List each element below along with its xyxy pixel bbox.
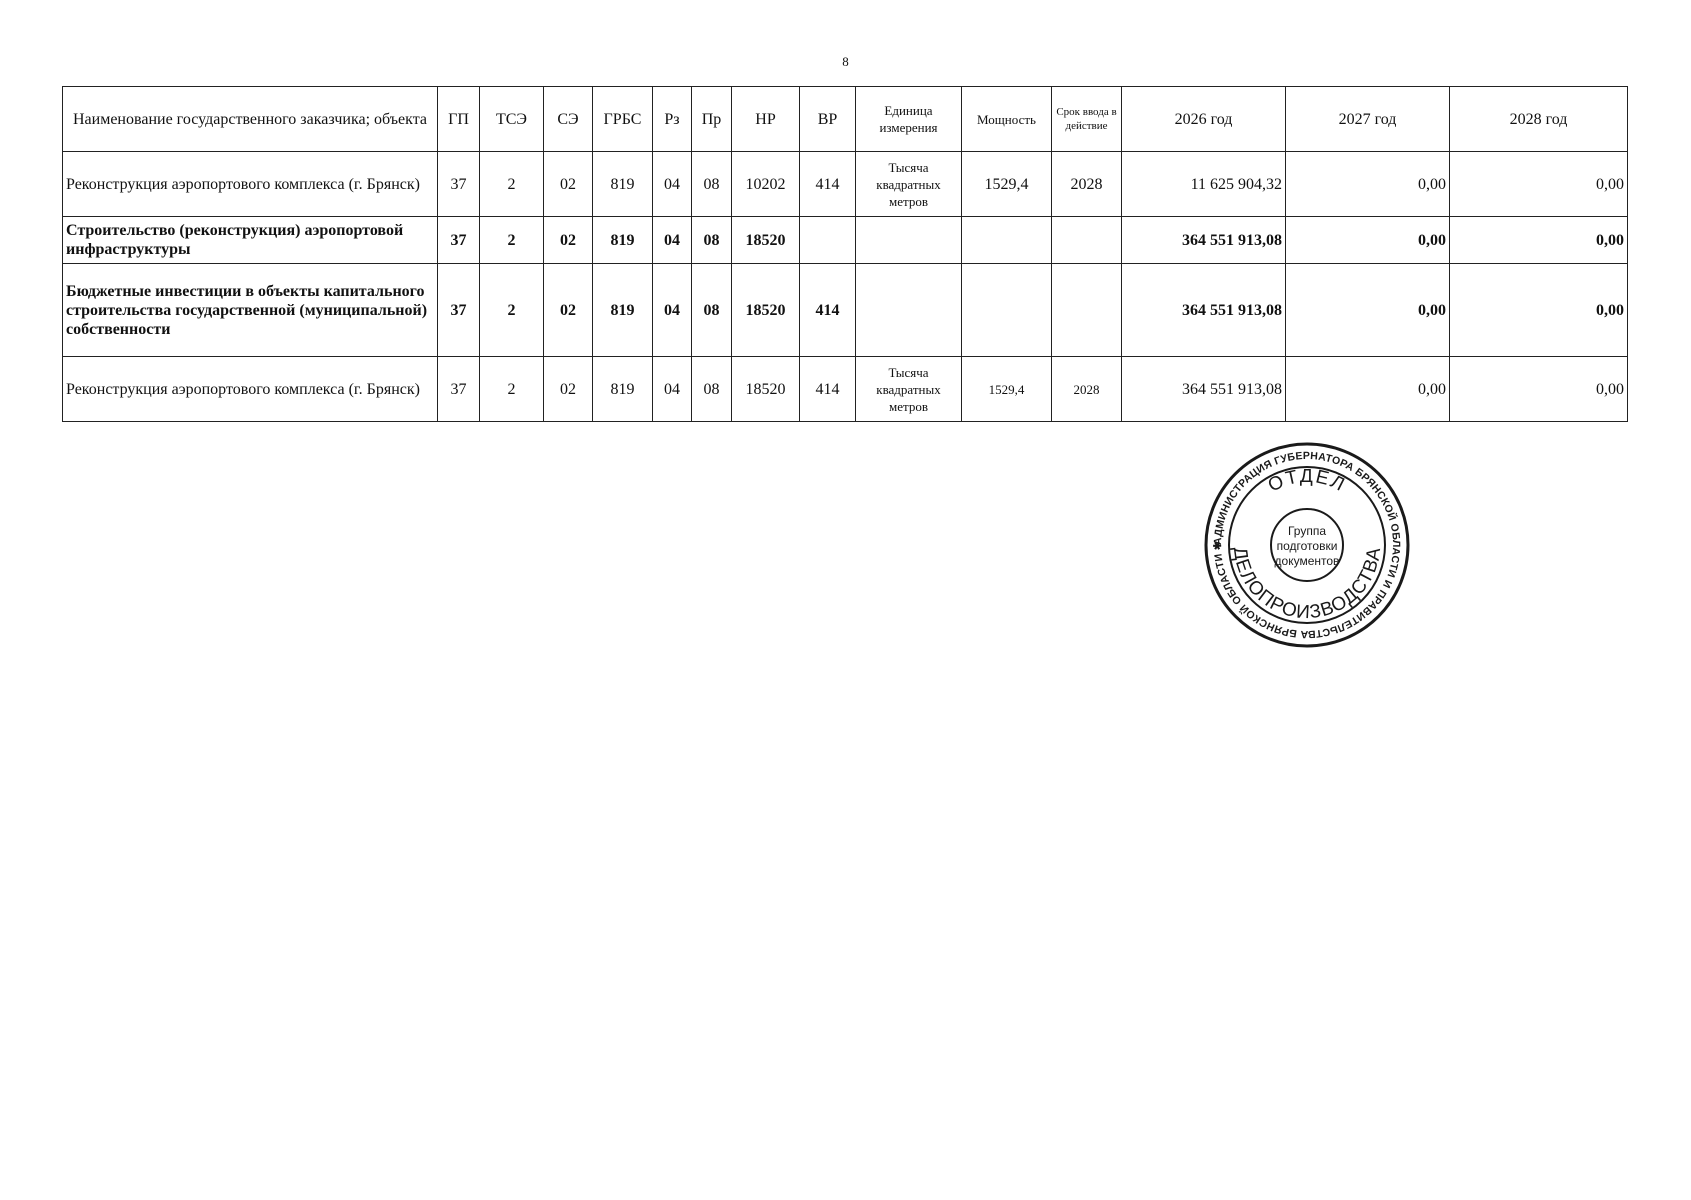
cell-gp: 37: [438, 357, 480, 422]
cell-unit: Тысяча квадратных метров: [856, 152, 962, 217]
header-vr: ВР: [800, 87, 856, 152]
header-2027: 2027 год: [1286, 87, 1450, 152]
stamp-center-line-3: документов: [1274, 554, 1340, 568]
cell-capacity: [962, 217, 1052, 264]
header-tse: ТСЭ: [480, 87, 544, 152]
cell-grbs: 819: [593, 357, 653, 422]
cell-2027: 0,00: [1286, 357, 1450, 422]
cell-term: 2028: [1052, 357, 1122, 422]
cell-vr: 414: [800, 357, 856, 422]
cell-gp: 37: [438, 152, 480, 217]
cell-name: Строительство (реконструкция) аэропортовой инфраструктуры: [63, 217, 438, 264]
cell-2028: 0,00: [1450, 357, 1628, 422]
cell-tse: 2: [480, 357, 544, 422]
cell-pr: 08: [692, 357, 732, 422]
cell-vr: [800, 217, 856, 264]
cell-tse: 2: [480, 152, 544, 217]
cell-2027: 0,00: [1286, 217, 1450, 264]
cell-nr: 10202: [732, 152, 800, 217]
header-unit: Единица измерения: [856, 87, 962, 152]
cell-capacity: 1529,4: [962, 357, 1052, 422]
cell-term: 2028: [1052, 152, 1122, 217]
cell-pr: 08: [692, 217, 732, 264]
cell-se: 02: [544, 217, 593, 264]
cell-name: Бюджетные инвестиции в объекты капитального строительства государственной (муниципальной) собственности: [63, 264, 438, 357]
cell-unit: [856, 264, 962, 357]
stamp-center-line-2: подготовки: [1276, 539, 1338, 553]
cell-2026: 11 625 904,32: [1122, 152, 1286, 217]
cell-nr: 18520: [732, 357, 800, 422]
table-row: [63, 357, 1628, 422]
cell-nr: 18520: [732, 264, 800, 357]
header-pr: Пр: [692, 87, 732, 152]
cell-rz: 04: [653, 152, 692, 217]
cell-gp: 37: [438, 217, 480, 264]
cell-2027: 0,00: [1286, 152, 1450, 217]
cell-rz: 04: [653, 264, 692, 357]
table-row: [63, 152, 1628, 217]
cell-capacity: [962, 264, 1052, 357]
cell-grbs: 819: [593, 152, 653, 217]
cell-name: Реконструкция аэропортового комплекса (г. Брянск): [63, 152, 438, 217]
cell-grbs: 819: [593, 217, 653, 264]
header-se: СЭ: [544, 87, 593, 152]
header-row: [63, 87, 1628, 152]
header-rz: Рз: [653, 87, 692, 152]
official-stamp: [1204, 442, 1410, 648]
cell-2028: 0,00: [1450, 217, 1628, 264]
header-2026: 2026 год: [1122, 87, 1286, 152]
page-number: 8: [842, 54, 849, 69]
header-capacity: Мощность: [962, 87, 1052, 152]
header-nr: НР: [732, 87, 800, 152]
cell-term: [1052, 264, 1122, 357]
header-gp: ГП: [438, 87, 480, 152]
cell-2026: 364 551 913,08: [1122, 217, 1286, 264]
cell-vr: 414: [800, 264, 856, 357]
stamp-bottom-word: ДЕЛОПРОИЗВОДСТВА: [1228, 545, 1386, 624]
stamp-outer-text: АДМИНИСТРАЦИЯ ГУБЕРНАТОРА БРЯНСКОЙ ОБЛАСТИ И ПРАВИТЕЛЬСТВА БРЯНСКОЙ ОБЛАСТИ ✱: [1211, 449, 1403, 641]
cell-unit: Тысяча квадратных метров: [856, 357, 962, 422]
cell-tse: 2: [480, 264, 544, 357]
cell-rz: 04: [653, 357, 692, 422]
cell-2026: 364 551 913,08: [1122, 357, 1286, 422]
cell-pr: 08: [692, 152, 732, 217]
cell-rz: 04: [653, 217, 692, 264]
cell-se: 02: [544, 152, 593, 217]
cell-vr: 414: [800, 152, 856, 217]
cell-grbs: 819: [593, 264, 653, 357]
header-2028: 2028 год: [1450, 87, 1628, 152]
cell-capacity: 1529,4: [962, 152, 1052, 217]
cell-se: 02: [544, 357, 593, 422]
cell-2027: 0,00: [1286, 264, 1450, 357]
stamp-top-word: ОТДЕЛ: [1264, 465, 1350, 497]
cell-unit: [856, 217, 962, 264]
cell-gp: 37: [438, 264, 480, 357]
stamp-center-line-1: Группа: [1287, 524, 1327, 538]
cell-2028: 0,00: [1450, 264, 1628, 357]
cell-se: 02: [544, 264, 593, 357]
cell-name: Реконструкция аэропортового комплекса (г. Брянск): [63, 357, 438, 422]
header-grbs: ГРБС: [593, 87, 653, 152]
table-row: [63, 217, 1628, 264]
header-name: Наименование государственного заказчика; объекта: [63, 87, 438, 152]
header-term: Срок ввода в действие: [1052, 87, 1122, 152]
cell-tse: 2: [480, 217, 544, 264]
cell-2026: 364 551 913,08: [1122, 264, 1286, 357]
cell-nr: 18520: [732, 217, 800, 264]
cell-pr: 08: [692, 264, 732, 357]
budget-table: [62, 86, 1628, 422]
cell-term: [1052, 217, 1122, 264]
table-row: [63, 264, 1628, 357]
cell-2028: 0,00: [1450, 152, 1628, 217]
